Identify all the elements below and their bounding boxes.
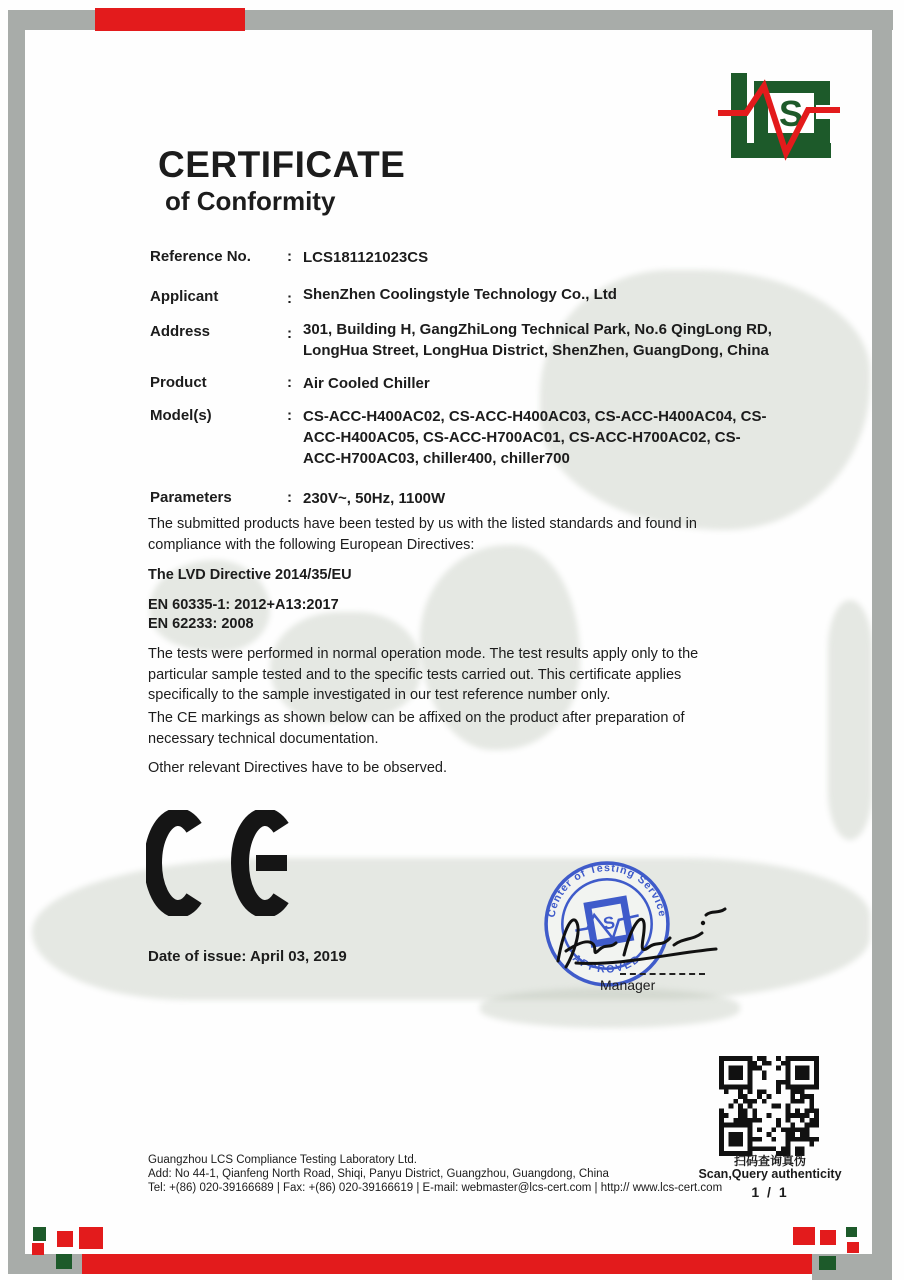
map-watermark — [480, 988, 740, 1028]
decor-square — [847, 1242, 859, 1253]
field-colon: : — [287, 374, 292, 391]
field-value-reference-no: LCS181121023CS — [303, 249, 429, 266]
field-label-address: Address — [150, 323, 211, 340]
field-label-reference-no: Reference No. — [150, 248, 251, 265]
field-value-product: Air Cooled Chiller — [303, 375, 430, 392]
ce-mark-icon — [146, 810, 296, 916]
field-colon: : — [287, 489, 292, 506]
decor-square — [79, 1227, 103, 1249]
decor-square — [820, 1230, 836, 1245]
decor-square — [819, 1256, 836, 1270]
standard-line-2: EN 62233: 2008 — [148, 616, 254, 632]
field-colon: : — [287, 407, 292, 424]
intro-paragraph: The submitted products have been tested by us with the listed standards and found in compliance with the following European Directives: — [148, 516, 697, 553]
qr-caption-english: Scan,Query authenticity — [698, 1167, 842, 1181]
manager-signature — [546, 903, 731, 983]
field-value-models: CS-ACC-H400AC02, CS-ACC-H400AC03, CS-ACC-H400AC04, CS-ACC-H400AC05, CS-ACC-H700AC01, CS-ACC-H700AC02, CS-ACC-H700AC03, chiller400, chiller700 — [303, 408, 767, 467]
field-colon: : — [287, 290, 292, 307]
signature-line — [620, 973, 705, 975]
field-label-models: Model(s) — [150, 407, 212, 424]
map-watermark — [828, 600, 872, 840]
date-of-issue: Date of issue: April 03, 2019 — [148, 948, 347, 965]
signer-title: Manager — [600, 977, 656, 993]
field-label-applicant: Applicant — [150, 288, 219, 305]
decor-square — [33, 1227, 46, 1241]
page-number: 1 / 1 — [751, 1184, 789, 1200]
field-value-address: 301, Building H, GangZhiLong Technical Park, No.6 QingLong RD, LongHua Street, LongHua District, ShenZhen, GuangDong, China — [303, 321, 772, 359]
decor-square — [57, 1231, 73, 1247]
field-label-product: Product — [150, 374, 207, 391]
other-directives-paragraph: Other relevant Directives have to be observed. — [148, 760, 448, 776]
decor-square — [793, 1227, 815, 1245]
logo-letter: S — [778, 93, 804, 134]
tests-paragraph: The tests were performed in normal operation mode. The test results apply only to the particular sample tested and to the specific tests carried out. This certificate applies specifically to the sample investigated in our test reference number only. — [148, 646, 699, 703]
footer-address: Add: No 44-1, Qianfeng North Road, Shiqi, Panyu District, Guangzhou, Guangdong, China — [148, 1168, 609, 1180]
certificate-title: CERTIFICATE — [158, 144, 406, 185]
ce-paragraph: The CE markings as shown below can be affixed on the product after preparation of necessary technical documentation. — [148, 710, 685, 747]
stamp-arc-bottom-text: * APPROVED * — [562, 945, 652, 976]
frame-left-bar — [8, 10, 25, 1274]
stamp-arc-top-text: Center of Testing Service — [545, 862, 669, 919]
top-red-accent-bar — [95, 8, 245, 31]
decor-square — [846, 1227, 857, 1237]
qr-caption-chinese: 扫码查询真伪 — [733, 1154, 806, 1168]
standard-line-1: EN 60335-1: 2012+A13:2017 — [148, 597, 339, 613]
lcs-logo-icon — [716, 73, 842, 163]
field-label-parameters: Parameters — [150, 489, 232, 506]
field-colon: : — [287, 248, 292, 265]
decor-square — [32, 1243, 44, 1255]
field-colon: : — [287, 325, 292, 342]
field-value-applicant: ShenZhen Coolingstyle Technology Co., Ltd — [303, 286, 617, 303]
qr-code — [719, 1056, 819, 1156]
footer-company: Guangzhou LCS Compliance Testing Laboratory Ltd. — [148, 1154, 417, 1166]
directive-line: The LVD Directive 2014/35/EU — [148, 567, 352, 583]
decor-square — [56, 1254, 72, 1269]
certificate-subtitle: of Conformity — [165, 186, 336, 216]
frame-right-bar — [872, 10, 892, 1258]
svg-text:S: S — [601, 911, 617, 934]
field-value-parameters: 230V~, 50Hz, 1100W — [303, 490, 446, 507]
bottom-red-accent-bar — [82, 1254, 812, 1274]
footer-contact: Tel: +(86) 020-39166689 | Fax: +(86) 020-39166619 | E-mail: webmaster@lcs-cert.com | http:// www.lcs-cert.com — [148, 1182, 723, 1194]
